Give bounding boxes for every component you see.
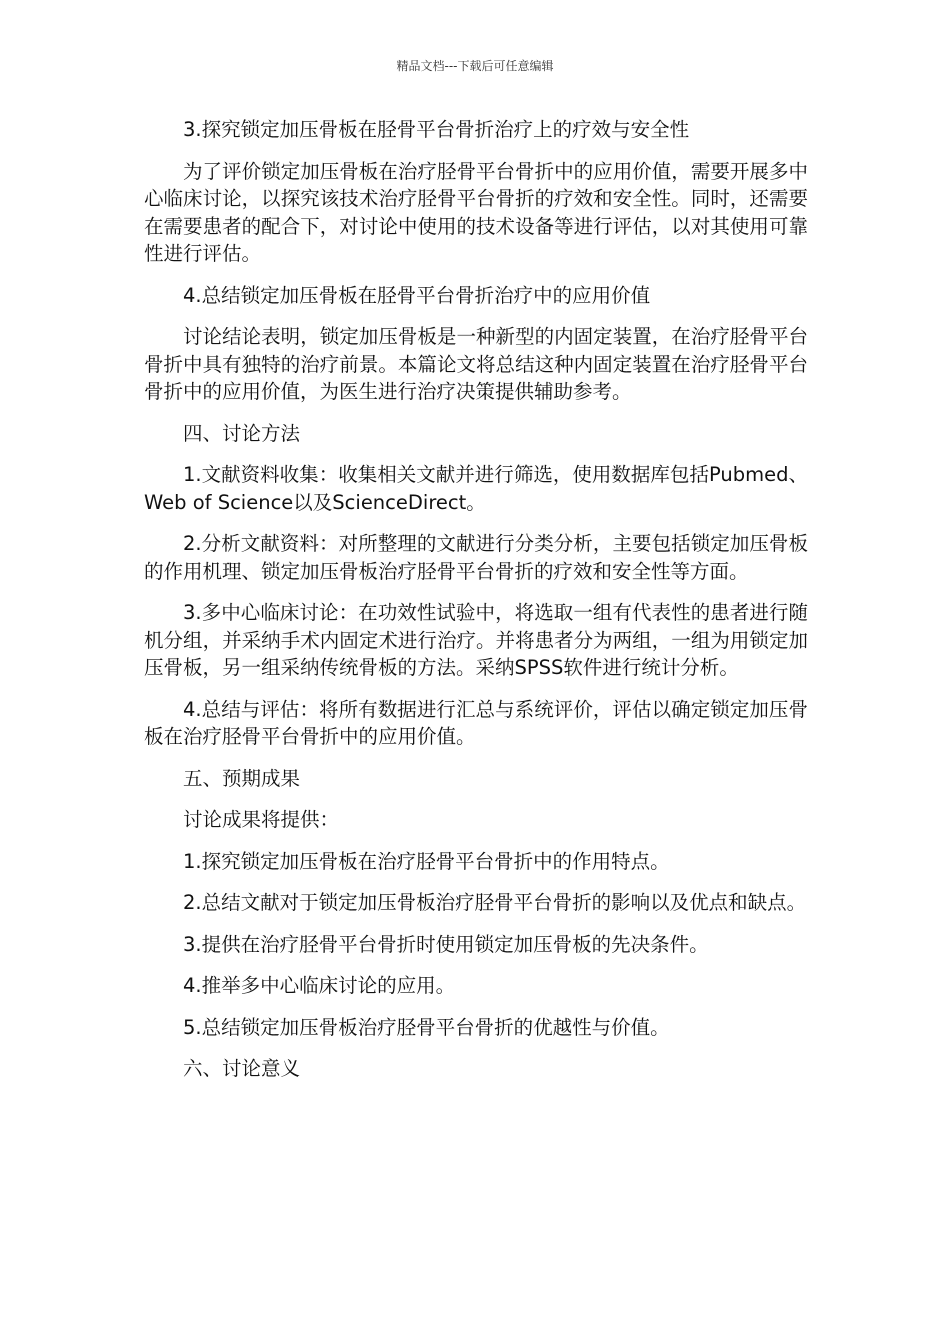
result-item-1: 1.探究锁定加压骨板在治疗胫骨平台骨折中的作用特点。: [183, 849, 670, 873]
method-item-4: 4.总结与评估：将所有数据进行汇总与系统评价，评估以确定锁定加压骨板在治疗胫骨平台骨折中的应用价值。: [144, 697, 808, 748]
method-item-1: 1.文献资料收集：收集相关文献并进行筛选，使用数据库包括Pubmed、Web of Science以及ScienceDirect。: [144, 463, 808, 514]
body-paragraph: 讨论结论表明，锁定加压骨板是一种新型的内固定装置，在治疗胫骨平台骨折中具有独特的治疗前景。本篇论文将总结这种内固定装置在治疗胫骨平台骨折中的应用价值，为医生进行治疗决策提供辅助参考。: [144, 325, 808, 403]
subheading-3: 3.探究锁定加压骨板在胫骨平台骨折治疗上的疗效与安全性: [183, 118, 690, 141]
section-heading-methods: 四、讨论方法: [183, 421, 301, 445]
result-item-4: 4.推举多中心临床讨论的应用。: [183, 974, 456, 997]
method-item-2: 2.分析文献资料：对所整理的文献进行分类分析，主要包括锁定加压骨板的作用机理、锁定加压骨板治疗胫骨平台骨折的疗效和安全性等方面。: [144, 532, 808, 583]
result-item-3: 3.提供在治疗胫骨平台骨折时使用锁定加压骨板的先决条件。: [183, 932, 709, 956]
result-item-2: 2.总结文献对于锁定加压骨板治疗胫骨平台骨折的影响以及优点和缺点。: [183, 891, 807, 914]
results-intro: 讨论成果将提供：: [183, 808, 340, 831]
section-heading-significance: 六、讨论意义: [183, 1057, 301, 1080]
subheading-4: 4.总结锁定加压骨板在胫骨平台骨折治疗中的应用价值: [183, 283, 651, 307]
method-item-3: 3.多中心临床讨论：在功效性试验中，将选取一组有代表性的患者进行随机分组，并采纳手术内固定术进行治疗。并将患者分为两组，一组为用锁定加压骨板，另一组采纳传统骨板的方法。采纳SPSS软件进行统计分析。: [144, 601, 808, 679]
section-heading-results: 五、预期成果: [183, 766, 301, 790]
result-item-5: 5.总结锁定加压骨板治疗胫骨平台骨折的优越性与价值。: [183, 1015, 670, 1039]
document-body: [144, 116, 808, 1097]
page-header: 精品文档---下载后可任意编辑: [396, 59, 554, 73]
body-paragraph: 为了评价锁定加压骨板在治疗胫骨平台骨折中的应用价值，需要开展多中心临床讨论，以探究该技术治疗胫骨平台骨折的疗效和安全性。同时，还需要在需要患者的配合下，对讨论中使用的技术设备等进行评估，以对其使用可靠性进行评估。: [144, 159, 808, 265]
